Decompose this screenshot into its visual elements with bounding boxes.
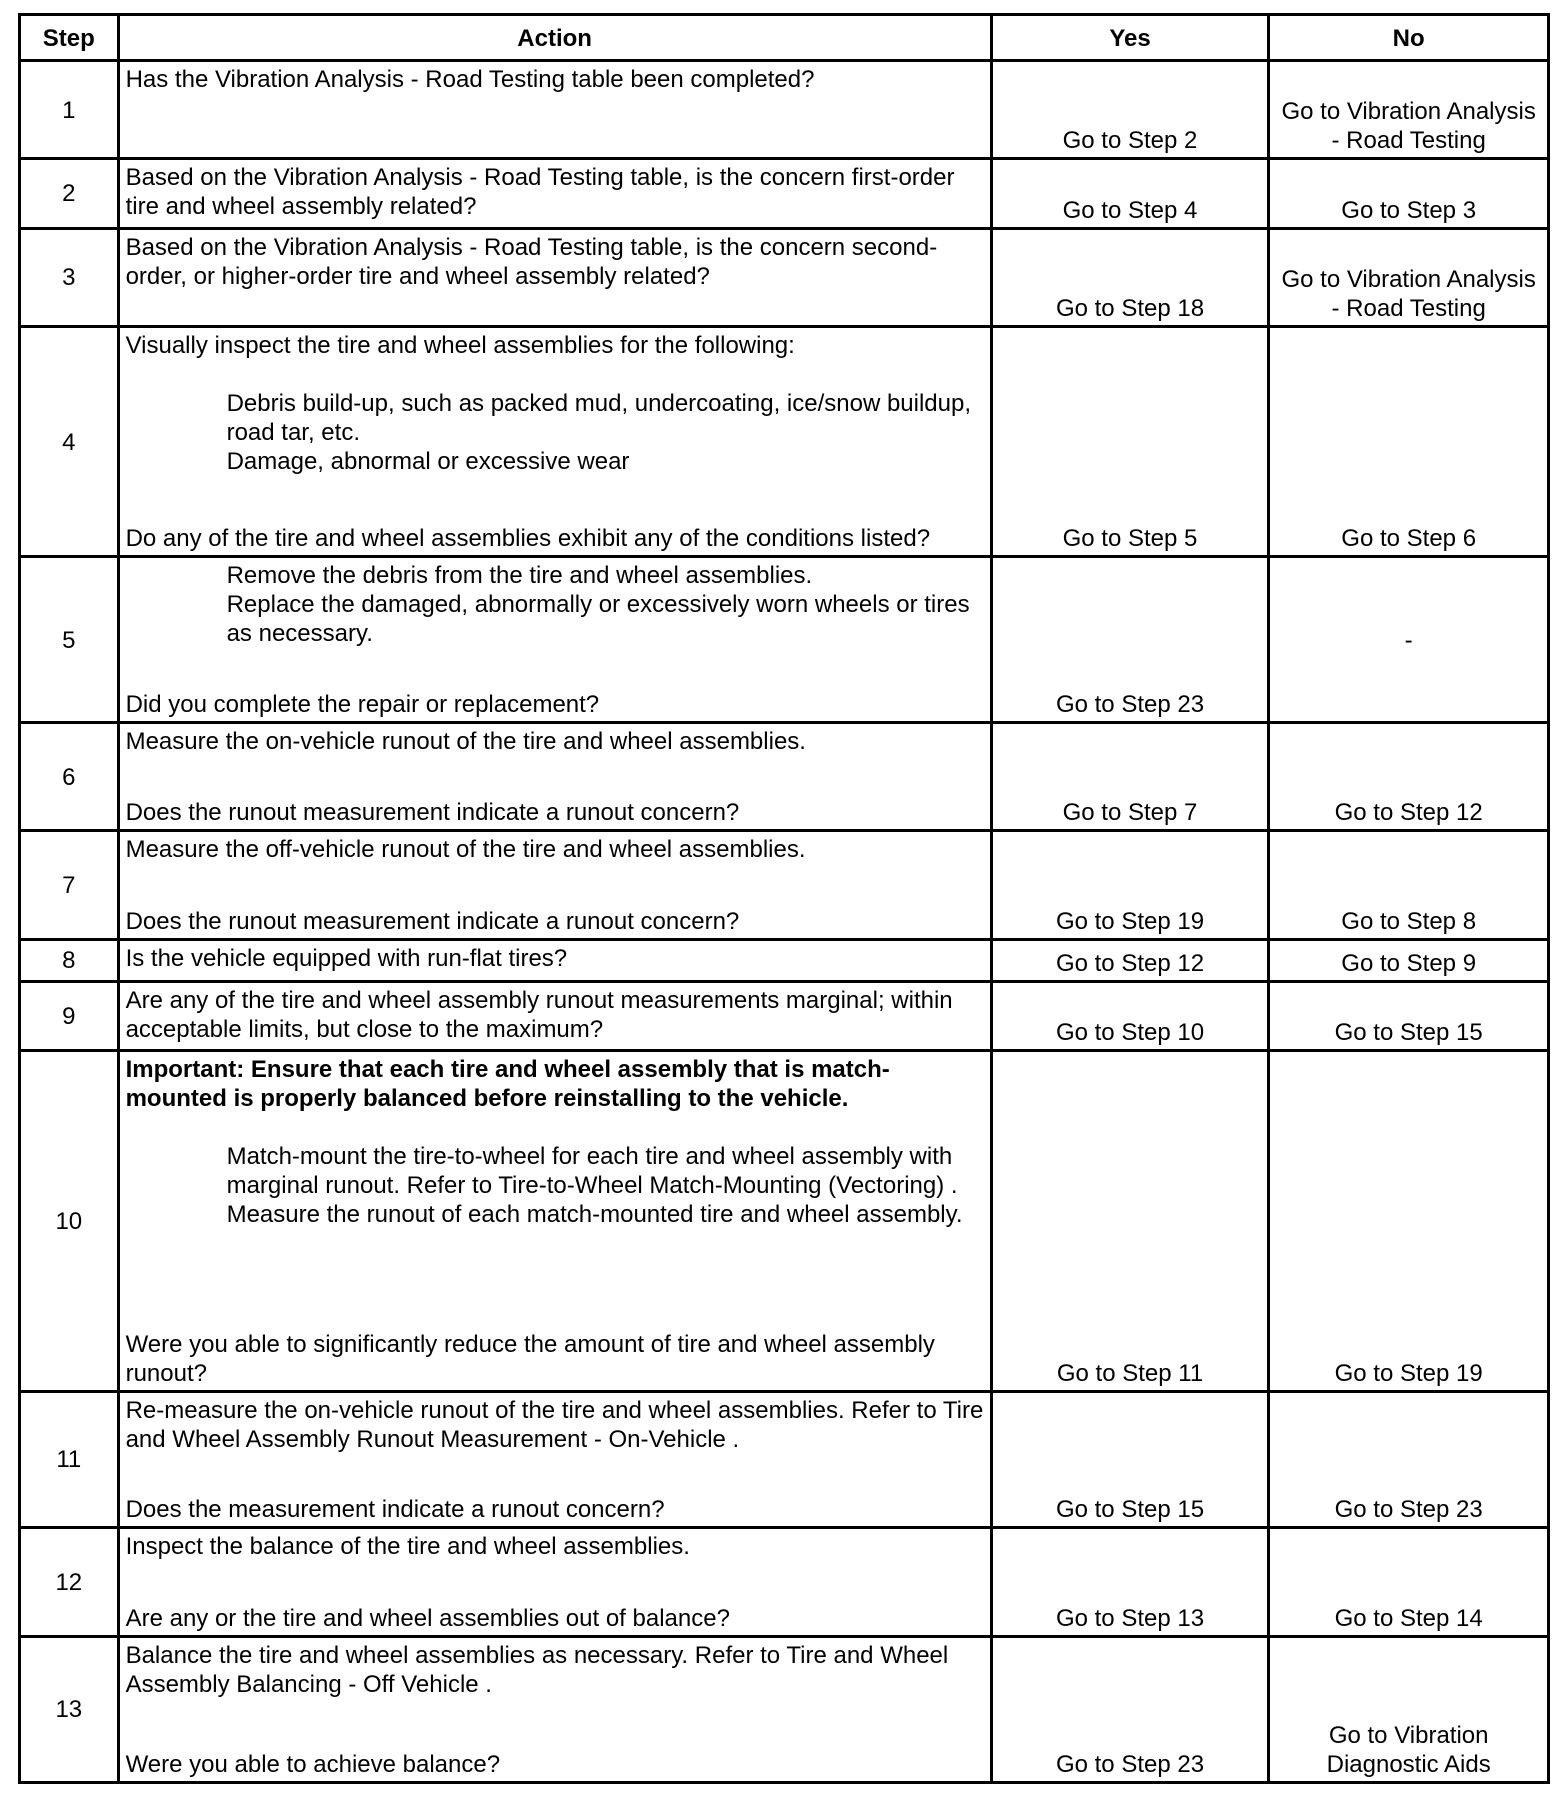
action-question: Does the measurement indicate a runout concern? (125, 1496, 665, 1524)
step-number: 6 (20, 722, 119, 830)
step-number: 12 (20, 1528, 119, 1636)
no-result: Go to Vibration Analysis - Road Testing (1269, 228, 1549, 326)
table-row (20, 1636, 1549, 1782)
step-number: 10 (20, 1051, 119, 1391)
table-row (20, 228, 1549, 326)
action-question: Does the runout measurement indicate a runout concern? (125, 907, 740, 935)
diagnostic-table (18, 13, 1550, 1784)
step-number: 5 (20, 557, 119, 722)
header-yes: Yes (991, 15, 1269, 61)
procedure-list (126, 561, 984, 648)
yes-result: Go to Step 15 (991, 1391, 1269, 1528)
action-cell (118, 61, 991, 159)
header-step: Step (20, 15, 119, 61)
important-note: Important: Ensure that each tire and wheel assembly that is match-mounted is properly balanced before reinstalling to the vehicle. (125, 1056, 890, 1113)
table-row (20, 722, 1549, 830)
action-cell (118, 939, 991, 981)
action-question: Were you able to achieve balance? (125, 1751, 501, 1778)
action-instruction: Measure the off-vehicle runout of the tire and wheel assemblies. (125, 836, 806, 864)
table-row (20, 61, 1549, 159)
table-row (20, 159, 1549, 229)
action-cell (118, 831, 991, 939)
action-cell (118, 1636, 991, 1782)
header-row (20, 15, 1549, 61)
table-body (20, 61, 1549, 1783)
step-number: 7 (20, 831, 119, 939)
action-cell (118, 557, 991, 722)
yes-result: Go to Step 2 (991, 61, 1269, 159)
no-result: Go to Step 8 (1269, 831, 1549, 939)
action-question: Do any of the tire and wheel assemblies exhibit any of the conditions listed? (125, 525, 931, 553)
procedure-item: Damage, abnormal or excessive wear (226, 447, 630, 475)
yes-result: Go to Step 5 (991, 326, 1269, 557)
step-number: 2 (20, 159, 119, 229)
action-instruction: Inspect the balance of the tire and wheel assemblies. (125, 1533, 690, 1561)
action-text: Is the vehicle equipped with run-flat tires? (125, 944, 568, 972)
procedure-item: Replace the damaged, abnormally or excessively worn wheels or tires as necessary. (226, 591, 970, 648)
no-result: - (1269, 557, 1549, 722)
action-cell (118, 981, 991, 1051)
table-row (20, 557, 1549, 722)
action-question: Does the runout measurement indicate a runout concern? (125, 799, 740, 827)
procedure-item: Remove the debris from the tire and wheel assemblies. (226, 562, 813, 590)
action-cell (118, 1391, 991, 1528)
action-text: Are any of the tire and wheel assembly runout measurements marginal; within acceptable limits, but close to the maximum? (125, 986, 953, 1043)
yes-result: Go to Step 18 (991, 228, 1269, 326)
yes-result: Go to Step 4 (991, 159, 1269, 229)
table-row (20, 1051, 1549, 1391)
no-result: Go to Vibration Diagnostic Aids (1269, 1636, 1549, 1782)
yes-result: Go to Step 23 (991, 557, 1269, 722)
procedure-item: Match-mount the tire-to-wheel for each tire and wheel assembly with marginal runout. Refer to Tire-to-Wheel Match-Mounting (Vectoring) . (226, 1143, 958, 1200)
action-cell (118, 722, 991, 830)
action-instruction: Re-measure the on-vehicle runout of the tire and wheel assemblies. Refer to Tire and Wheel Assembly Runout Measurement - On-Vehicle . (125, 1396, 984, 1453)
header-no: No (1269, 15, 1549, 61)
step-number: 11 (20, 1391, 119, 1528)
no-result: Go to Step 19 (1269, 1051, 1549, 1391)
step-number: 3 (20, 228, 119, 326)
no-result: Go to Step 9 (1269, 939, 1549, 981)
action-cell (118, 159, 991, 229)
action-question: Are any or the tire and wheel assemblies out of balance? (125, 1604, 730, 1632)
no-result: Go to Step 6 (1269, 326, 1549, 557)
action-question: Were you able to significantly reduce the amount of tire and wheel assembly runout? (125, 1330, 935, 1387)
yes-result: Go to Step 23 (991, 1636, 1269, 1782)
no-result: Go to Step 15 (1269, 981, 1549, 1051)
no-result: Go to Step 14 (1269, 1528, 1549, 1636)
yes-result: Go to Step 13 (991, 1528, 1269, 1636)
yes-result: Go to Step 7 (991, 722, 1269, 830)
step-number: 8 (20, 939, 119, 981)
action-cell (118, 1528, 991, 1636)
action-cell (118, 326, 991, 557)
action-cell (118, 1051, 991, 1391)
step-number: 1 (20, 61, 119, 159)
table-row (20, 1391, 1549, 1528)
yes-result: Go to Step 11 (991, 1051, 1269, 1391)
action-text: Has the Vibration Analysis - Road Testing table been completed? (125, 66, 815, 93)
procedure-item: Debris build-up, such as packed mud, undercoating, ice/snow buildup, road tar, etc. (226, 389, 972, 446)
action-instruction: Balance the tire and wheel assemblies as necessary. Refer to Tire and Wheel Assembly Balancing - Off Vehicle . (125, 1641, 949, 1698)
procedure-list (126, 389, 984, 476)
no-result: Go to Vibration Analysis - Road Testing (1269, 61, 1549, 159)
action-question: Did you complete the repair or replacement? (125, 690, 600, 718)
yes-result: Go to Step 12 (991, 939, 1269, 981)
procedure-item: Measure the runout of each match-mounted tire and wheel assembly. (226, 1201, 963, 1229)
no-result: Go to Step 12 (1269, 722, 1549, 830)
header-action: Action (118, 15, 991, 61)
action-instruction: Visually inspect the tire and wheel assemblies for the following: (125, 331, 795, 359)
procedure-list (126, 1142, 984, 1229)
action-instruction: Measure the on-vehicle runout of the tire and wheel assemblies. (125, 727, 806, 755)
table-row (20, 1528, 1549, 1636)
no-result: Go to Step 3 (1269, 159, 1549, 229)
step-number: 9 (20, 981, 119, 1051)
table-row (20, 981, 1549, 1051)
no-result: Go to Step 23 (1269, 1391, 1549, 1528)
action-text: Based on the Vibration Analysis - Road Testing table, is the concern first-order tire and wheel assembly related? (125, 164, 955, 221)
action-text: Based on the Vibration Analysis - Road Testing table, is the concern second-order, or higher-order tire and wheel assembly related? (125, 233, 938, 290)
yes-result: Go to Step 19 (991, 831, 1269, 939)
table-row (20, 939, 1549, 981)
yes-result: Go to Step 10 (991, 981, 1269, 1051)
action-cell (118, 228, 991, 326)
step-number: 4 (20, 326, 119, 557)
step-number: 13 (20, 1636, 119, 1782)
table-row (20, 831, 1549, 939)
table-row (20, 326, 1549, 557)
